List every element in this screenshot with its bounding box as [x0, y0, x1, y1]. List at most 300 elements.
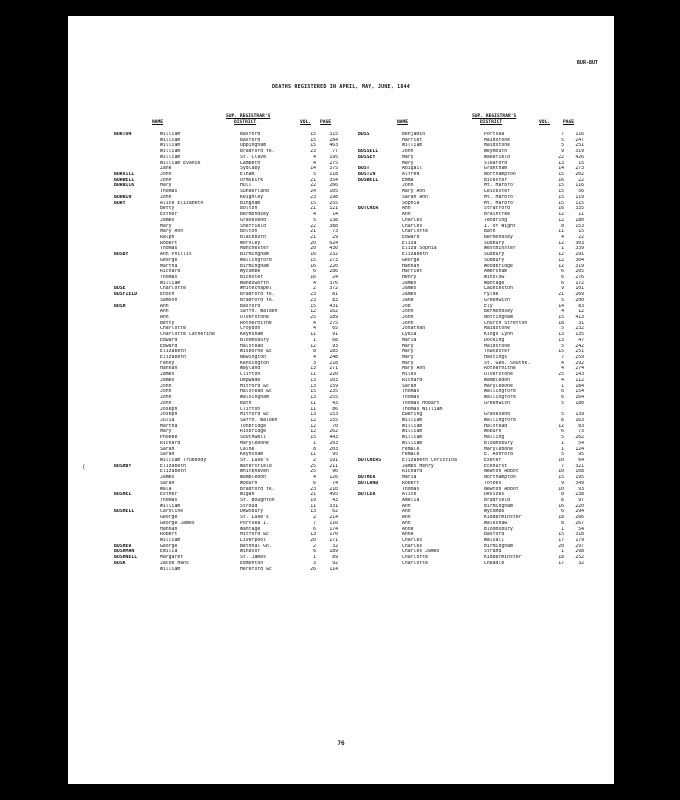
entry-page: 319	[575, 149, 584, 155]
entry-surname: BURWELL	[114, 177, 135, 183]
entry-district: Tonbridge	[240, 423, 266, 429]
entry-district: Mt. Harbro'	[484, 200, 516, 206]
header-district-line2: DISTRICT	[234, 120, 257, 125]
entry-vol: 8	[561, 223, 564, 229]
entry-surname: BUSHMAN	[114, 549, 135, 555]
entry-vol: 4	[313, 326, 316, 332]
entry-row	[114, 567, 344, 573]
entry-forename: William	[402, 429, 423, 435]
entry-forename: Phoebe	[160, 435, 178, 441]
entry-forename: Female	[402, 446, 420, 452]
entry-district: Nottingham	[484, 315, 513, 320]
entry-district: Ely	[484, 303, 493, 309]
entry-page: 275	[329, 160, 338, 166]
entry-page: 139	[575, 412, 584, 418]
entry-page: 349	[575, 480, 584, 486]
entry-forename: Joseph	[160, 412, 178, 418]
entry-vol: 16	[310, 274, 316, 280]
entry-district: Strand	[484, 549, 502, 555]
entry-page: 319	[575, 263, 584, 269]
entry-page: 11	[578, 212, 584, 218]
entry-page: 159	[329, 383, 338, 389]
entry-page: 232	[329, 252, 338, 258]
entry-forename: Mary	[402, 160, 414, 166]
entry-district: Hastings	[484, 355, 508, 361]
entry-forename: Samson	[160, 297, 178, 303]
entry-vol: 25	[310, 469, 316, 475]
entry-forename: Job	[402, 303, 411, 309]
entry-page: 47	[578, 337, 584, 343]
entry-page: 172	[575, 280, 584, 286]
entry-forename: George	[402, 257, 420, 263]
entry-surname: BURVILL	[114, 172, 135, 178]
entry-district: Ormskirk	[240, 177, 264, 183]
entry-district: Bradfield	[484, 498, 510, 503]
entry-forename: Ann	[160, 315, 169, 320]
entry-vol: 16	[558, 206, 564, 212]
entry-vol: 4	[313, 154, 316, 160]
header-name: NAME	[397, 120, 409, 125]
entry-page: 195	[329, 154, 338, 160]
entry-vol: 4	[313, 475, 316, 481]
entry-page: 155	[329, 417, 338, 423]
entry-district: Bradford Yk.	[240, 292, 275, 298]
entry-forename: Sarah	[160, 452, 175, 458]
entry-forename: Elizabeth	[160, 463, 186, 469]
entry-vol: 19	[310, 498, 316, 503]
entry-district: Saffn. Walden	[240, 417, 278, 423]
entry-district: St. James	[240, 555, 266, 561]
entry-page: 339	[575, 246, 584, 252]
entry-page: 118	[329, 172, 338, 178]
entry-page: 179	[575, 538, 584, 544]
entry-page: 81	[332, 292, 338, 298]
entry-forename: John	[402, 149, 414, 155]
entry-district: Maidstone	[484, 326, 510, 332]
entry-vol: 5	[561, 326, 564, 332]
entry-district: Braintree	[484, 212, 510, 218]
entry-forename: Margaret	[160, 555, 184, 561]
entry-page: 252	[575, 555, 584, 561]
entry-district: Basford	[240, 137, 261, 143]
entry-page: 202	[575, 172, 584, 178]
entry-page: 54	[578, 526, 584, 532]
entry-district: Kidderminster	[484, 515, 522, 521]
entry-vol: 4	[313, 212, 316, 218]
entry-page: 262	[329, 429, 338, 435]
entry-forename: Ann	[160, 303, 169, 309]
entry-vol: 12	[310, 417, 316, 423]
entry-forename: Betty	[160, 206, 175, 212]
entry-district: Greenwich	[484, 297, 510, 303]
entry-district: I. of Wight	[484, 223, 516, 229]
entry-forename: William	[160, 503, 181, 509]
entry-page: 624	[329, 240, 338, 246]
entry-vol: 20	[310, 538, 316, 544]
entry-surname: BUSWELL	[358, 177, 379, 183]
entry-page: 32	[578, 560, 584, 566]
entry-forename: Elizabeth	[160, 349, 186, 355]
entry-district: Saffn. Walden	[240, 309, 278, 315]
entry-page: 110	[329, 520, 338, 526]
entry-page: 95	[332, 452, 338, 458]
entry-district: Bethnal Gn.	[240, 543, 272, 549]
entry-forename: John	[402, 315, 414, 320]
entry-district: Dewsbury	[240, 509, 264, 515]
entry-page: 96	[332, 469, 338, 475]
entry-vol: 12	[310, 309, 316, 315]
entry-district: E. Ashford	[484, 452, 513, 458]
entry-district: Totnes	[484, 480, 502, 486]
entry-forename: Harriet	[402, 269, 423, 275]
entry-forename: Richard	[160, 269, 181, 275]
entry-forename: Enoch	[160, 292, 175, 298]
entry-vol: 15	[558, 172, 564, 178]
entry-surname: BURTON	[114, 132, 132, 137]
entry-vol: 11	[310, 452, 316, 458]
entry-district: Walkshaw	[484, 520, 508, 526]
entry-page: 103	[329, 377, 338, 383]
entry-district: Sydlaby	[240, 166, 261, 172]
entry-page: 200	[575, 297, 584, 303]
entry-vol: 4	[313, 280, 316, 286]
entry-vol: 13	[310, 395, 316, 401]
entry-vol: 17	[558, 560, 564, 566]
entry-district: Birmingham	[240, 263, 269, 269]
entry-district: Woodbridge	[484, 263, 513, 269]
entry-district: Kensington	[240, 360, 269, 366]
entry-page: 214	[329, 515, 338, 521]
entry-vol: 15	[558, 183, 564, 189]
entry-forename: Thomas	[160, 274, 178, 280]
entry-forename: Zane	[160, 166, 172, 172]
entry-page: 135	[575, 332, 584, 338]
entry-district: Bolton	[240, 229, 258, 235]
entry-vol: 1	[561, 549, 564, 555]
entry-page: 388	[329, 223, 338, 229]
entry-vol: 8	[561, 520, 564, 526]
entry-vol: 11	[310, 332, 316, 338]
entry-vol: 21	[310, 177, 316, 183]
entry-district: Cheadle	[484, 560, 505, 566]
entry-vol: 12	[558, 212, 564, 218]
entry-forename: John	[160, 395, 172, 401]
entry-page: 292	[575, 360, 584, 366]
entry-surname: BUTHER	[358, 475, 376, 481]
entry-page: 375	[329, 166, 338, 172]
entry-page: 203	[329, 440, 338, 446]
entry-district: Marylebone	[484, 383, 513, 389]
entry-vol: 6	[313, 526, 316, 532]
entry-surname: BUTLAND	[358, 480, 379, 486]
entry-vol: 9	[561, 286, 564, 292]
entry-forename: Thomas	[402, 486, 420, 492]
entry-forename: Thomas Hobart	[402, 400, 440, 406]
entry-page: 376	[329, 280, 338, 286]
entry-forename: Elizabeth	[160, 355, 186, 361]
entry-page: 83	[578, 303, 584, 309]
entry-district: St. Boughton	[240, 498, 275, 503]
entry-vol: 5	[561, 137, 564, 143]
entry-forename: Charles	[402, 543, 423, 549]
entry-forename: Edward	[402, 234, 420, 240]
entry-vol: 23	[310, 149, 316, 155]
entry-vol: 12	[558, 257, 564, 263]
entry-district: Woburn	[484, 429, 502, 435]
entry-page: 495	[329, 492, 338, 498]
entry-vol: 3	[313, 360, 316, 366]
entry-page: 83	[578, 423, 584, 429]
entry-page: 259	[575, 355, 584, 361]
entry-page: 205	[575, 269, 584, 275]
entry-vol: 25	[558, 372, 564, 378]
entry-district: Bradford Yk.	[240, 297, 275, 303]
entry-page: 273	[329, 257, 338, 263]
entry-vol: 6	[313, 269, 316, 275]
entry-district: Bolton	[240, 206, 258, 212]
entry-surname: BURWIN	[114, 194, 132, 200]
entry-forename: William	[160, 143, 181, 149]
entry-page: 315	[329, 132, 338, 137]
entry-page: 331	[329, 503, 338, 509]
entry-vol: 5	[313, 217, 316, 223]
entry-surname: BUSFIELD	[114, 292, 138, 298]
entry-surname: BUTCHERS	[358, 457, 382, 463]
entry-forename: Ann	[402, 503, 411, 509]
entry-page: 138	[329, 217, 338, 223]
entry-page: 108	[575, 469, 584, 475]
entry-page: 318	[575, 532, 584, 538]
entry-page: 274	[575, 366, 584, 372]
entry-district: Weymouth	[484, 149, 508, 155]
entry-district: Birmingham	[484, 543, 513, 549]
entry-district: Wycombe	[484, 509, 505, 515]
entry-forename: William	[160, 566, 181, 572]
entry-page: 266	[329, 183, 338, 189]
entry-forename: Esther	[160, 492, 178, 498]
entry-page: 304	[575, 257, 584, 263]
entry-vol: 15	[558, 200, 564, 206]
entry-page: 275	[329, 320, 338, 326]
entry-page: 220	[329, 263, 338, 269]
entry-district: Uppingham	[240, 143, 266, 149]
header-page: PAGE	[320, 120, 332, 125]
entry-district: Calne	[240, 446, 255, 452]
entry-page: 101	[575, 286, 584, 292]
entry-page: 284	[329, 137, 338, 143]
entry-district: Wambledon	[484, 377, 510, 383]
entry-page: 164	[575, 395, 584, 401]
entry-vol: 6	[561, 509, 564, 515]
entry-district: Wisborne &c	[240, 349, 272, 355]
entry-vol: 9	[561, 480, 564, 486]
header-district-line2: DISTRICT	[480, 120, 503, 125]
entry-district: Wandsworth	[240, 280, 269, 286]
entry-vol: 21	[310, 206, 316, 212]
entry-vol: 6	[561, 498, 564, 503]
entry-page: 93	[332, 343, 338, 349]
entry-vol: 7	[561, 132, 564, 137]
entry-district: Risbridge	[240, 429, 266, 435]
entry-vol: 12	[558, 217, 564, 223]
entry-forename: Elizabeth	[160, 469, 186, 475]
entry-vol: 20	[558, 543, 564, 549]
entry-forename: Mary	[402, 343, 414, 349]
entry-vol: 18	[558, 320, 564, 326]
entry-vol: 5	[561, 435, 564, 441]
entry-district: Woburn	[240, 480, 258, 486]
entry-forename: James	[160, 372, 175, 378]
entry-forename: Jacob Hans	[160, 560, 189, 566]
entry-page: 294	[575, 509, 584, 515]
header-district-line1: SUP. REGISTRAR'S	[472, 114, 517, 119]
entry-district: Launceston	[484, 286, 513, 292]
entry-page: 43	[332, 498, 338, 503]
entry-forename: Ann	[402, 212, 411, 218]
entry-forename: Charlotte	[402, 229, 428, 235]
entry-page: 83	[332, 297, 338, 303]
entry-district: Watersfield	[240, 463, 272, 469]
entry-row	[358, 561, 588, 567]
entry-page: 286	[329, 269, 338, 275]
entry-surname: BURY	[114, 200, 126, 206]
entry-district: Stratford	[484, 206, 510, 212]
entry-page: 143	[575, 372, 584, 378]
entry-vol: 26	[310, 566, 316, 572]
entry-vol: 13	[310, 532, 316, 538]
entry-forename: John	[402, 183, 414, 189]
entry-district: Tendring	[484, 217, 508, 223]
entry-vol: 2	[313, 543, 316, 549]
entry-page: 180	[575, 217, 584, 223]
entry-page: 251	[575, 143, 584, 149]
entry-page: 443	[329, 435, 338, 441]
entry-vol: 12	[558, 423, 564, 429]
entry-district: Mt. Harbro'	[484, 183, 516, 189]
entry-vol: 6	[561, 429, 564, 435]
entry-district: Clifton	[240, 372, 261, 378]
entry-forename: Esther	[160, 212, 178, 218]
entry-forename: George	[160, 257, 178, 263]
entry-district: Whitechapel	[240, 286, 272, 292]
entry-district: Malling	[484, 435, 505, 441]
entry-page: 162	[329, 309, 338, 315]
entry-page: 95	[578, 452, 584, 458]
entry-page: 65	[332, 326, 338, 332]
entry-district: Towcester	[484, 349, 510, 355]
entry-vol: 7	[561, 463, 564, 469]
entry-page: 77	[332, 149, 338, 155]
entry-forename: Charles	[402, 223, 423, 229]
entry-district: Mt. Harbro'	[484, 194, 516, 200]
entry-district: Sheffield	[240, 223, 266, 229]
entry-vol: 6	[561, 389, 564, 395]
entry-district: Fylde	[484, 292, 499, 298]
entry-page: 153	[329, 412, 338, 418]
entry-vol: 6	[561, 274, 564, 280]
entry-page: 426	[575, 154, 584, 160]
entry-district: Lambeth	[240, 160, 261, 166]
entry-district: Wantage	[240, 526, 261, 532]
entry-district: Southwell	[240, 435, 266, 441]
entry-vol: 9	[561, 149, 564, 155]
entry-vol: 11	[310, 503, 316, 509]
entry-forename: John	[160, 172, 172, 178]
entry-forename: Charlotte	[402, 560, 428, 566]
entry-vol: 6	[561, 280, 564, 286]
entry-vol: 11	[558, 229, 564, 235]
entry-vol: 14	[558, 166, 564, 172]
entry-vol: 4	[561, 360, 564, 366]
entry-forename: Mary	[402, 360, 414, 366]
entry-district: Bicester	[240, 274, 264, 280]
entry-forename: Fanny	[160, 360, 175, 366]
entry-district: Wycombe	[240, 269, 261, 275]
entry-district: Wallingford	[240, 257, 272, 263]
entry-forename: Mary	[160, 223, 172, 229]
entry-surname: BUTLER	[358, 492, 376, 498]
entry-vol: 13	[558, 332, 564, 338]
entry-forename: Eliza Sophia	[402, 246, 437, 252]
register-page	[68, 16, 614, 784]
entry-vol: 15	[310, 389, 316, 395]
entry-forename: Caroline	[160, 509, 184, 515]
entry-forename: John	[402, 309, 414, 315]
entry-district: St. Luke's	[240, 515, 269, 521]
entry-vol: 22	[310, 183, 316, 189]
entry-forename: Martha	[160, 263, 178, 269]
entry-page: 124	[575, 446, 584, 452]
entry-surname: BUSHELL	[114, 509, 135, 515]
entry-district: Birmingham	[484, 503, 513, 509]
entry-vol: 15	[558, 315, 564, 320]
entry-forename: Richard	[160, 440, 181, 446]
page-number: 76	[337, 740, 345, 747]
entry-forename: Mary	[160, 183, 172, 189]
entry-vol: 4	[313, 355, 316, 361]
entry-forename: Thomas	[402, 395, 420, 401]
entry-forename: Robert	[160, 240, 178, 246]
entry-forename: Anne	[402, 526, 414, 532]
entry-vol: 5	[313, 172, 316, 178]
entry-vol: 13	[558, 160, 564, 166]
entry-vol: 11	[310, 400, 316, 406]
entry-forename: Julia	[160, 417, 175, 423]
entry-forename: Charles	[402, 538, 423, 544]
entry-district: Bloomsbury	[484, 526, 513, 532]
entry-page: 255	[329, 395, 338, 401]
entry-vol: 5	[561, 343, 564, 349]
entry-vol: 12	[558, 263, 564, 269]
entry-page: 29	[332, 234, 338, 240]
entry-page: 73	[578, 429, 584, 435]
entry-vol: 15	[558, 189, 564, 195]
entry-forename: James	[402, 286, 417, 292]
entry-district: Northampton	[484, 172, 516, 178]
entry-vol: 16	[310, 263, 316, 269]
entry-district: Manchester	[240, 246, 269, 252]
entry-district: Devizes	[484, 492, 505, 498]
entry-page: 430	[329, 246, 338, 252]
entry-forename: Betty	[160, 320, 175, 326]
entry-surname: BUSTIN	[358, 172, 376, 178]
entry-vol: 15	[310, 132, 316, 137]
entry-page: 273	[575, 166, 584, 172]
entry-vol: 11	[310, 372, 316, 378]
entry-district: St. Clave	[240, 154, 266, 160]
entry-forename: Charlotte	[402, 555, 428, 561]
entry-page: 93	[578, 486, 584, 492]
